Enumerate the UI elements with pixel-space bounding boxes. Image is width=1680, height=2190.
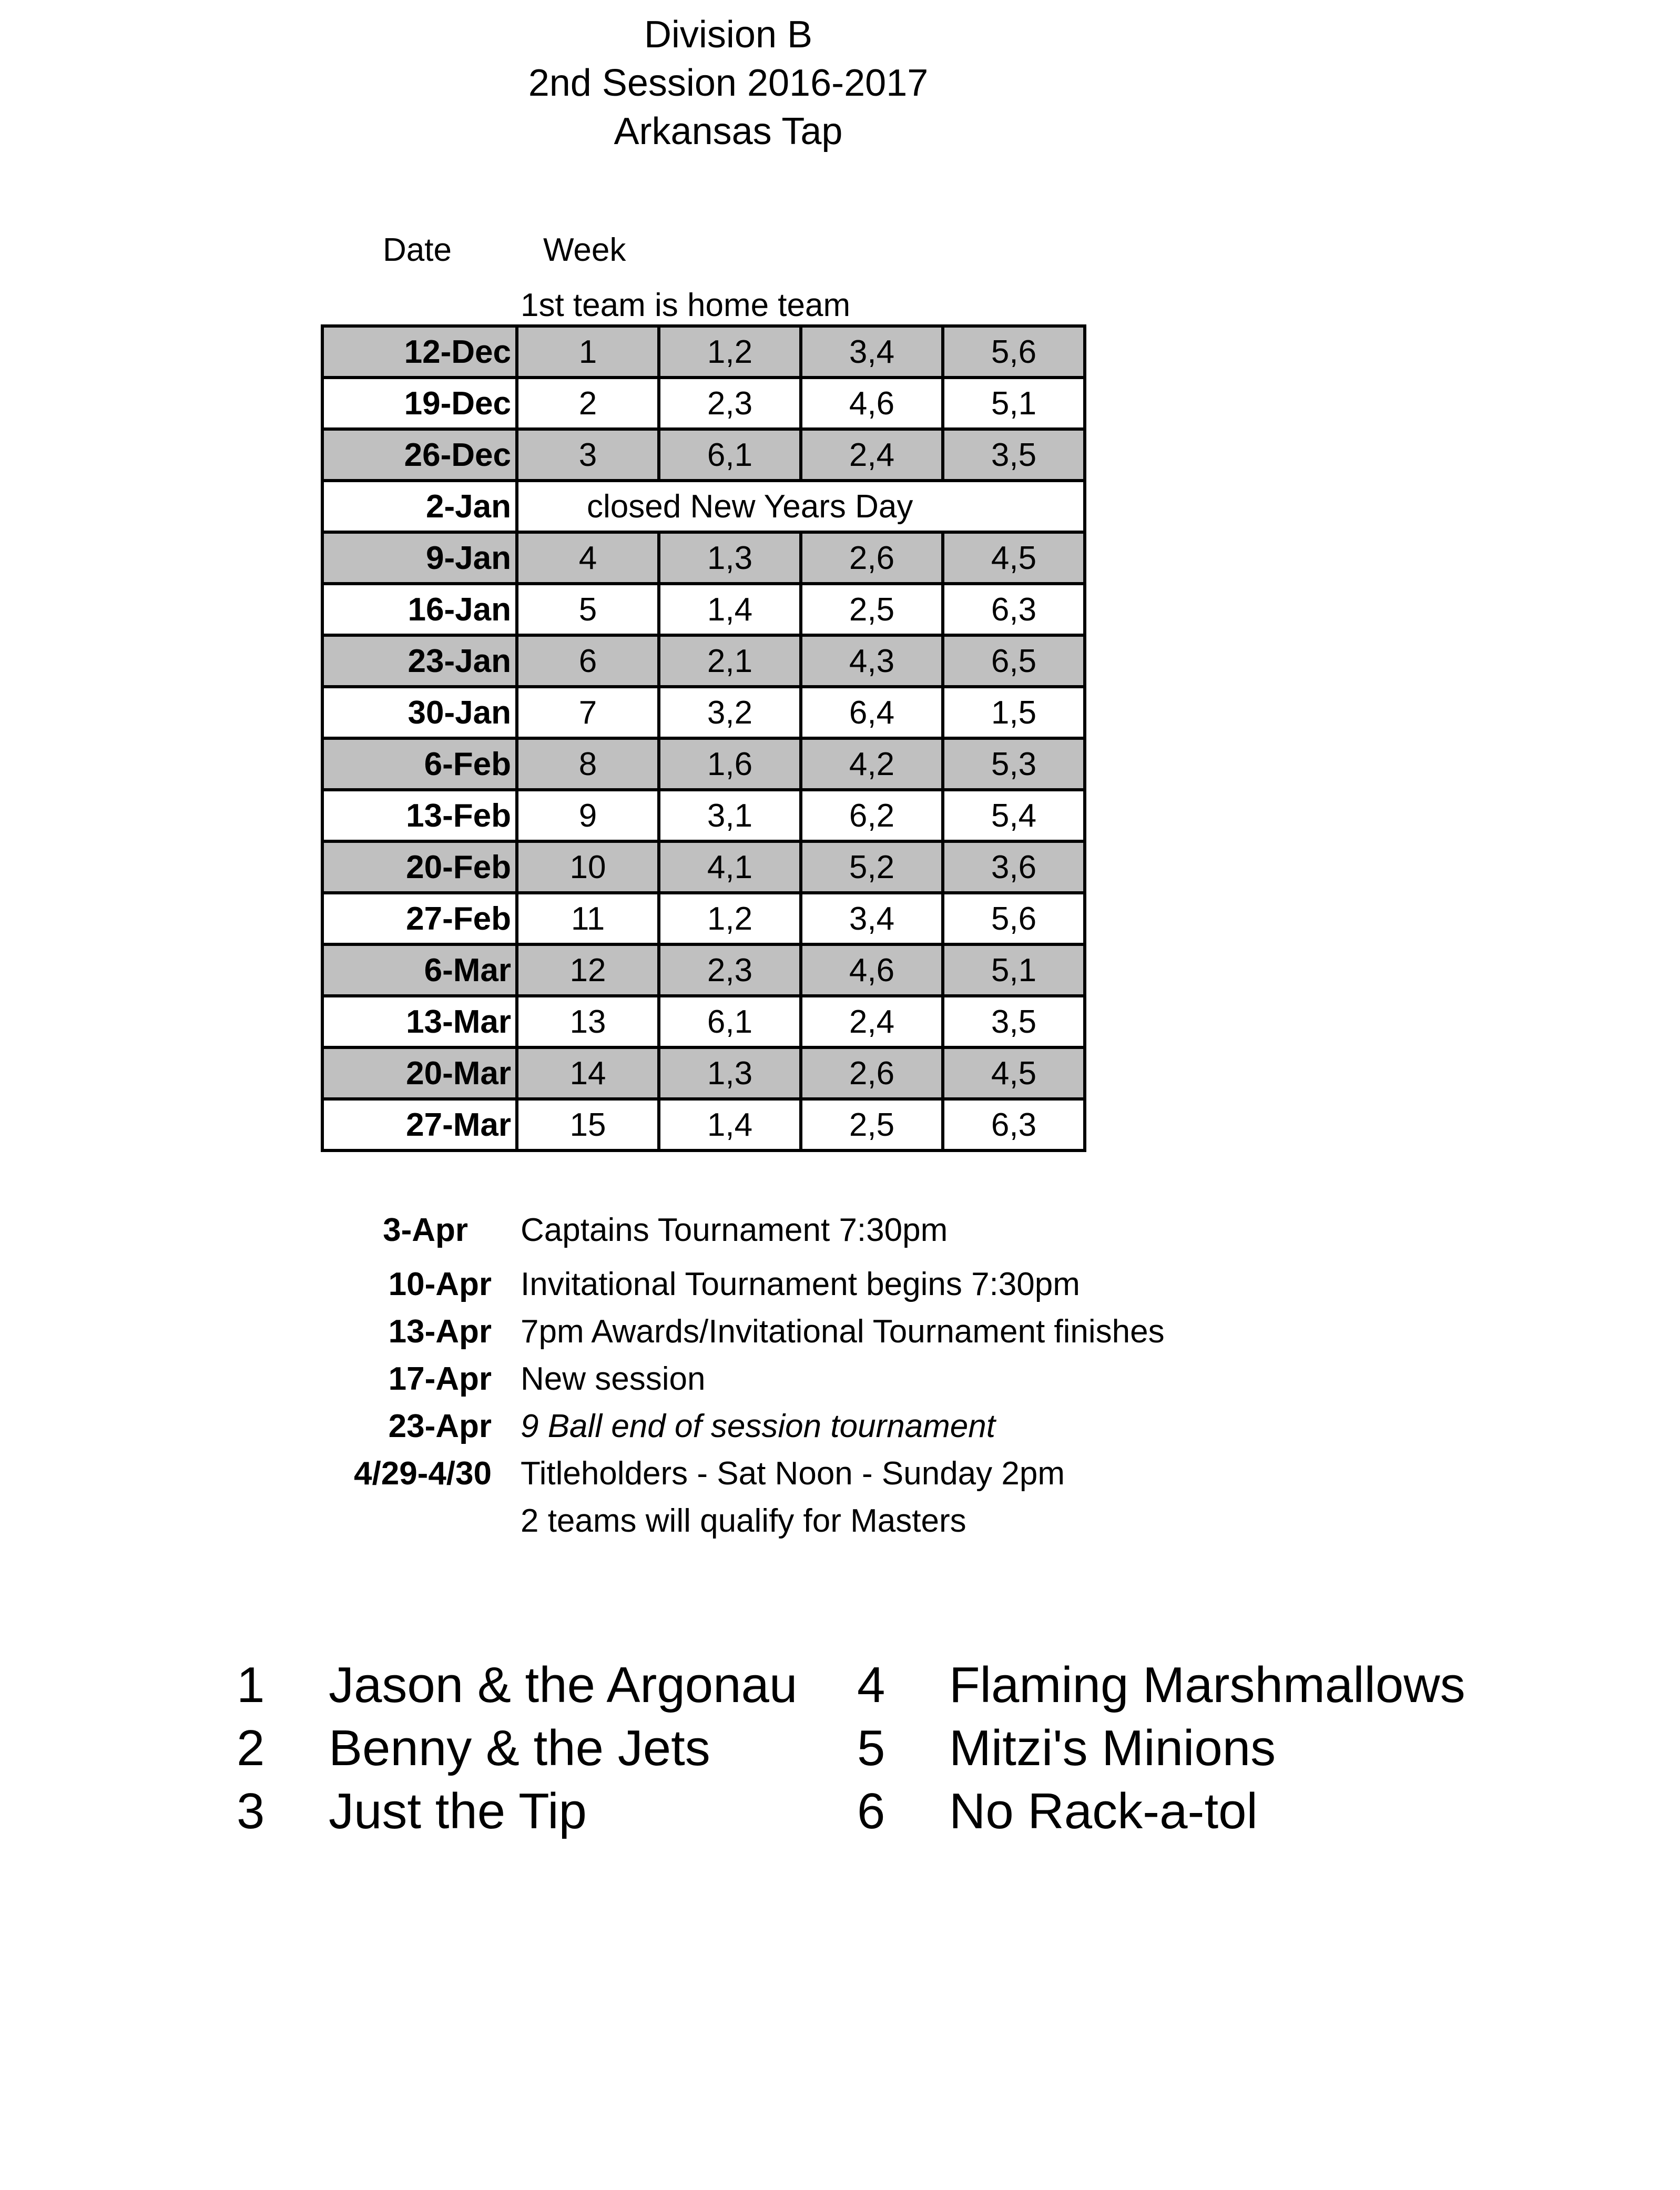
event-date: 10-Apr: [388, 1266, 492, 1302]
match-3: 5,3: [943, 738, 1085, 790]
week-number: 5: [517, 584, 659, 635]
match-3: 1,5: [943, 687, 1085, 738]
row-date: 13-Mar: [322, 996, 517, 1047]
schedule-row: [322, 1047, 1085, 1099]
row-date: 9-Jan: [322, 532, 517, 584]
team-name: No Rack-a-tol: [949, 1783, 1258, 1839]
match-1: 1,6: [659, 738, 801, 790]
week-number: 2: [517, 378, 659, 429]
schedule-row: [322, 738, 1085, 790]
row-date: 6-Feb: [322, 738, 517, 790]
match-3: 4,5: [943, 1047, 1085, 1099]
schedule-table: [321, 324, 1086, 1152]
event-date: 3-Apr: [383, 1212, 468, 1248]
schedule-row: [322, 532, 1085, 584]
event-text: 2 teams will qualify for Masters: [521, 1503, 966, 1539]
week-number: 12: [517, 944, 659, 996]
row-date: 27-Mar: [322, 1099, 517, 1150]
row-date: 26-Dec: [322, 429, 517, 481]
team-name: Jason & the Argonau: [329, 1657, 798, 1713]
row-date: 19-Dec: [322, 378, 517, 429]
match-3: 4,5: [943, 532, 1085, 584]
week-number: 8: [517, 738, 659, 790]
match-1: 6,1: [659, 996, 801, 1047]
match-1: 1,2: [659, 326, 801, 378]
row-date: 23-Jan: [322, 635, 517, 687]
week-number: 13: [517, 996, 659, 1047]
match-2: 4,6: [801, 378, 943, 429]
empty-cell: [943, 481, 1085, 532]
match-3: 3,5: [943, 429, 1085, 481]
team-number: 6: [857, 1783, 885, 1839]
home-team-note: 1st team is home team: [521, 287, 851, 323]
match-3: 5,6: [943, 326, 1085, 378]
event-text: New session: [521, 1361, 706, 1397]
week-number: 7: [517, 687, 659, 738]
match-1: 3,2: [659, 687, 801, 738]
match-3: 5,4: [943, 790, 1085, 841]
schedule-row: [322, 378, 1085, 429]
match-2: 5,2: [801, 841, 943, 893]
team-number: 5: [857, 1720, 885, 1776]
row-date: 6-Mar: [322, 944, 517, 996]
week-number: 6: [517, 635, 659, 687]
division-title: Division B: [644, 14, 813, 56]
match-1: 4,1: [659, 841, 801, 893]
venue-title: Arkansas Tap: [614, 110, 843, 152]
team-number: 1: [237, 1657, 265, 1713]
team-name: Benny & the Jets: [329, 1720, 710, 1776]
match-1: 2,3: [659, 378, 801, 429]
match-2: 4,2: [801, 738, 943, 790]
match-3: 6,3: [943, 1099, 1085, 1150]
row-date: 20-Mar: [322, 1047, 517, 1099]
event-date: 4/29-4/30: [354, 1455, 492, 1492]
schedule-table-body: [322, 326, 1085, 1150]
schedule-row: [322, 584, 1085, 635]
match-2: 2,4: [801, 429, 943, 481]
event-text: 9 Ball end of session tournament: [521, 1408, 995, 1444]
match-2: 4,6: [801, 944, 943, 996]
title-block: [0, 11, 1457, 156]
match-2: 2,5: [801, 1099, 943, 1150]
event-text: Titleholders - Sat Noon - Sunday 2pm: [521, 1455, 1065, 1492]
week-number: 15: [517, 1099, 659, 1150]
match-1: 1,3: [659, 532, 801, 584]
row-date: 13-Feb: [322, 790, 517, 841]
event-text: 7pm Awards/Invitational Tournament finishes: [521, 1313, 1165, 1350]
row-date: 30-Jan: [322, 687, 517, 738]
match-2: 2,5: [801, 584, 943, 635]
event-text: Captains Tournament 7:30pm: [521, 1212, 948, 1248]
team-name: Flaming Marshmallows: [949, 1657, 1465, 1713]
match-2: 4,3: [801, 635, 943, 687]
event-date: 23-Apr: [388, 1408, 492, 1444]
row-date: 12-Dec: [322, 326, 517, 378]
team-name: Mitzi's Minions: [949, 1720, 1276, 1776]
team-number: 4: [857, 1657, 885, 1713]
match-1: 1,3: [659, 1047, 801, 1099]
team-number: 3: [237, 1783, 265, 1839]
match-2: 3,4: [801, 326, 943, 378]
row-date: 27-Feb: [322, 893, 517, 944]
match-3: 5,1: [943, 944, 1085, 996]
week-number: 14: [517, 1047, 659, 1099]
row-date: 16-Jan: [322, 584, 517, 635]
match-3: 5,1: [943, 378, 1085, 429]
week-number: 4: [517, 532, 659, 584]
date-column-label: Date: [383, 232, 452, 268]
schedule-row: [322, 893, 1085, 944]
event-date: 13-Apr: [388, 1313, 492, 1350]
match-2: 2,4: [801, 996, 943, 1047]
row-date: 2-Jan: [322, 481, 517, 532]
schedule-row: [322, 326, 1085, 378]
match-1: 3,1: [659, 790, 801, 841]
match-1: 1,4: [659, 584, 801, 635]
session-title: 2nd Session 2016-2017: [528, 62, 929, 104]
match-3: 3,6: [943, 841, 1085, 893]
match-3: 6,3: [943, 584, 1085, 635]
schedule-row: [322, 481, 1085, 532]
match-2: 6,4: [801, 687, 943, 738]
schedule-row: [322, 790, 1085, 841]
match-3: 6,5: [943, 635, 1085, 687]
match-1: 1,4: [659, 1099, 801, 1150]
schedule-row: [322, 687, 1085, 738]
schedule-row: [322, 841, 1085, 893]
match-2: 2,6: [801, 532, 943, 584]
match-3: 3,5: [943, 996, 1085, 1047]
schedule-row: [322, 1099, 1085, 1150]
schedule-row: [322, 996, 1085, 1047]
match-2: 6,2: [801, 790, 943, 841]
event-text: Invitational Tournament begins 7:30pm: [521, 1266, 1080, 1302]
team-number: 2: [237, 1720, 265, 1776]
match-1: 6,1: [659, 429, 801, 481]
week-number: 11: [517, 893, 659, 944]
match-1: 2,1: [659, 635, 801, 687]
week-number: 3: [517, 429, 659, 481]
week-number: 1: [517, 326, 659, 378]
schedule-row: [322, 429, 1085, 481]
match-1: 1,2: [659, 893, 801, 944]
row-date: 20-Feb: [322, 841, 517, 893]
schedule-row: [322, 635, 1085, 687]
week-number: 10: [517, 841, 659, 893]
week-column-label: Week: [543, 232, 626, 268]
closed-note: closed New Years Day: [517, 481, 943, 532]
match-3: 5,6: [943, 893, 1085, 944]
schedule-row: [322, 944, 1085, 996]
event-date: 17-Apr: [388, 1361, 492, 1397]
team-name: Just the Tip: [329, 1783, 587, 1839]
match-2: 3,4: [801, 893, 943, 944]
match-1: 2,3: [659, 944, 801, 996]
match-2: 2,6: [801, 1047, 943, 1099]
week-number: 9: [517, 790, 659, 841]
